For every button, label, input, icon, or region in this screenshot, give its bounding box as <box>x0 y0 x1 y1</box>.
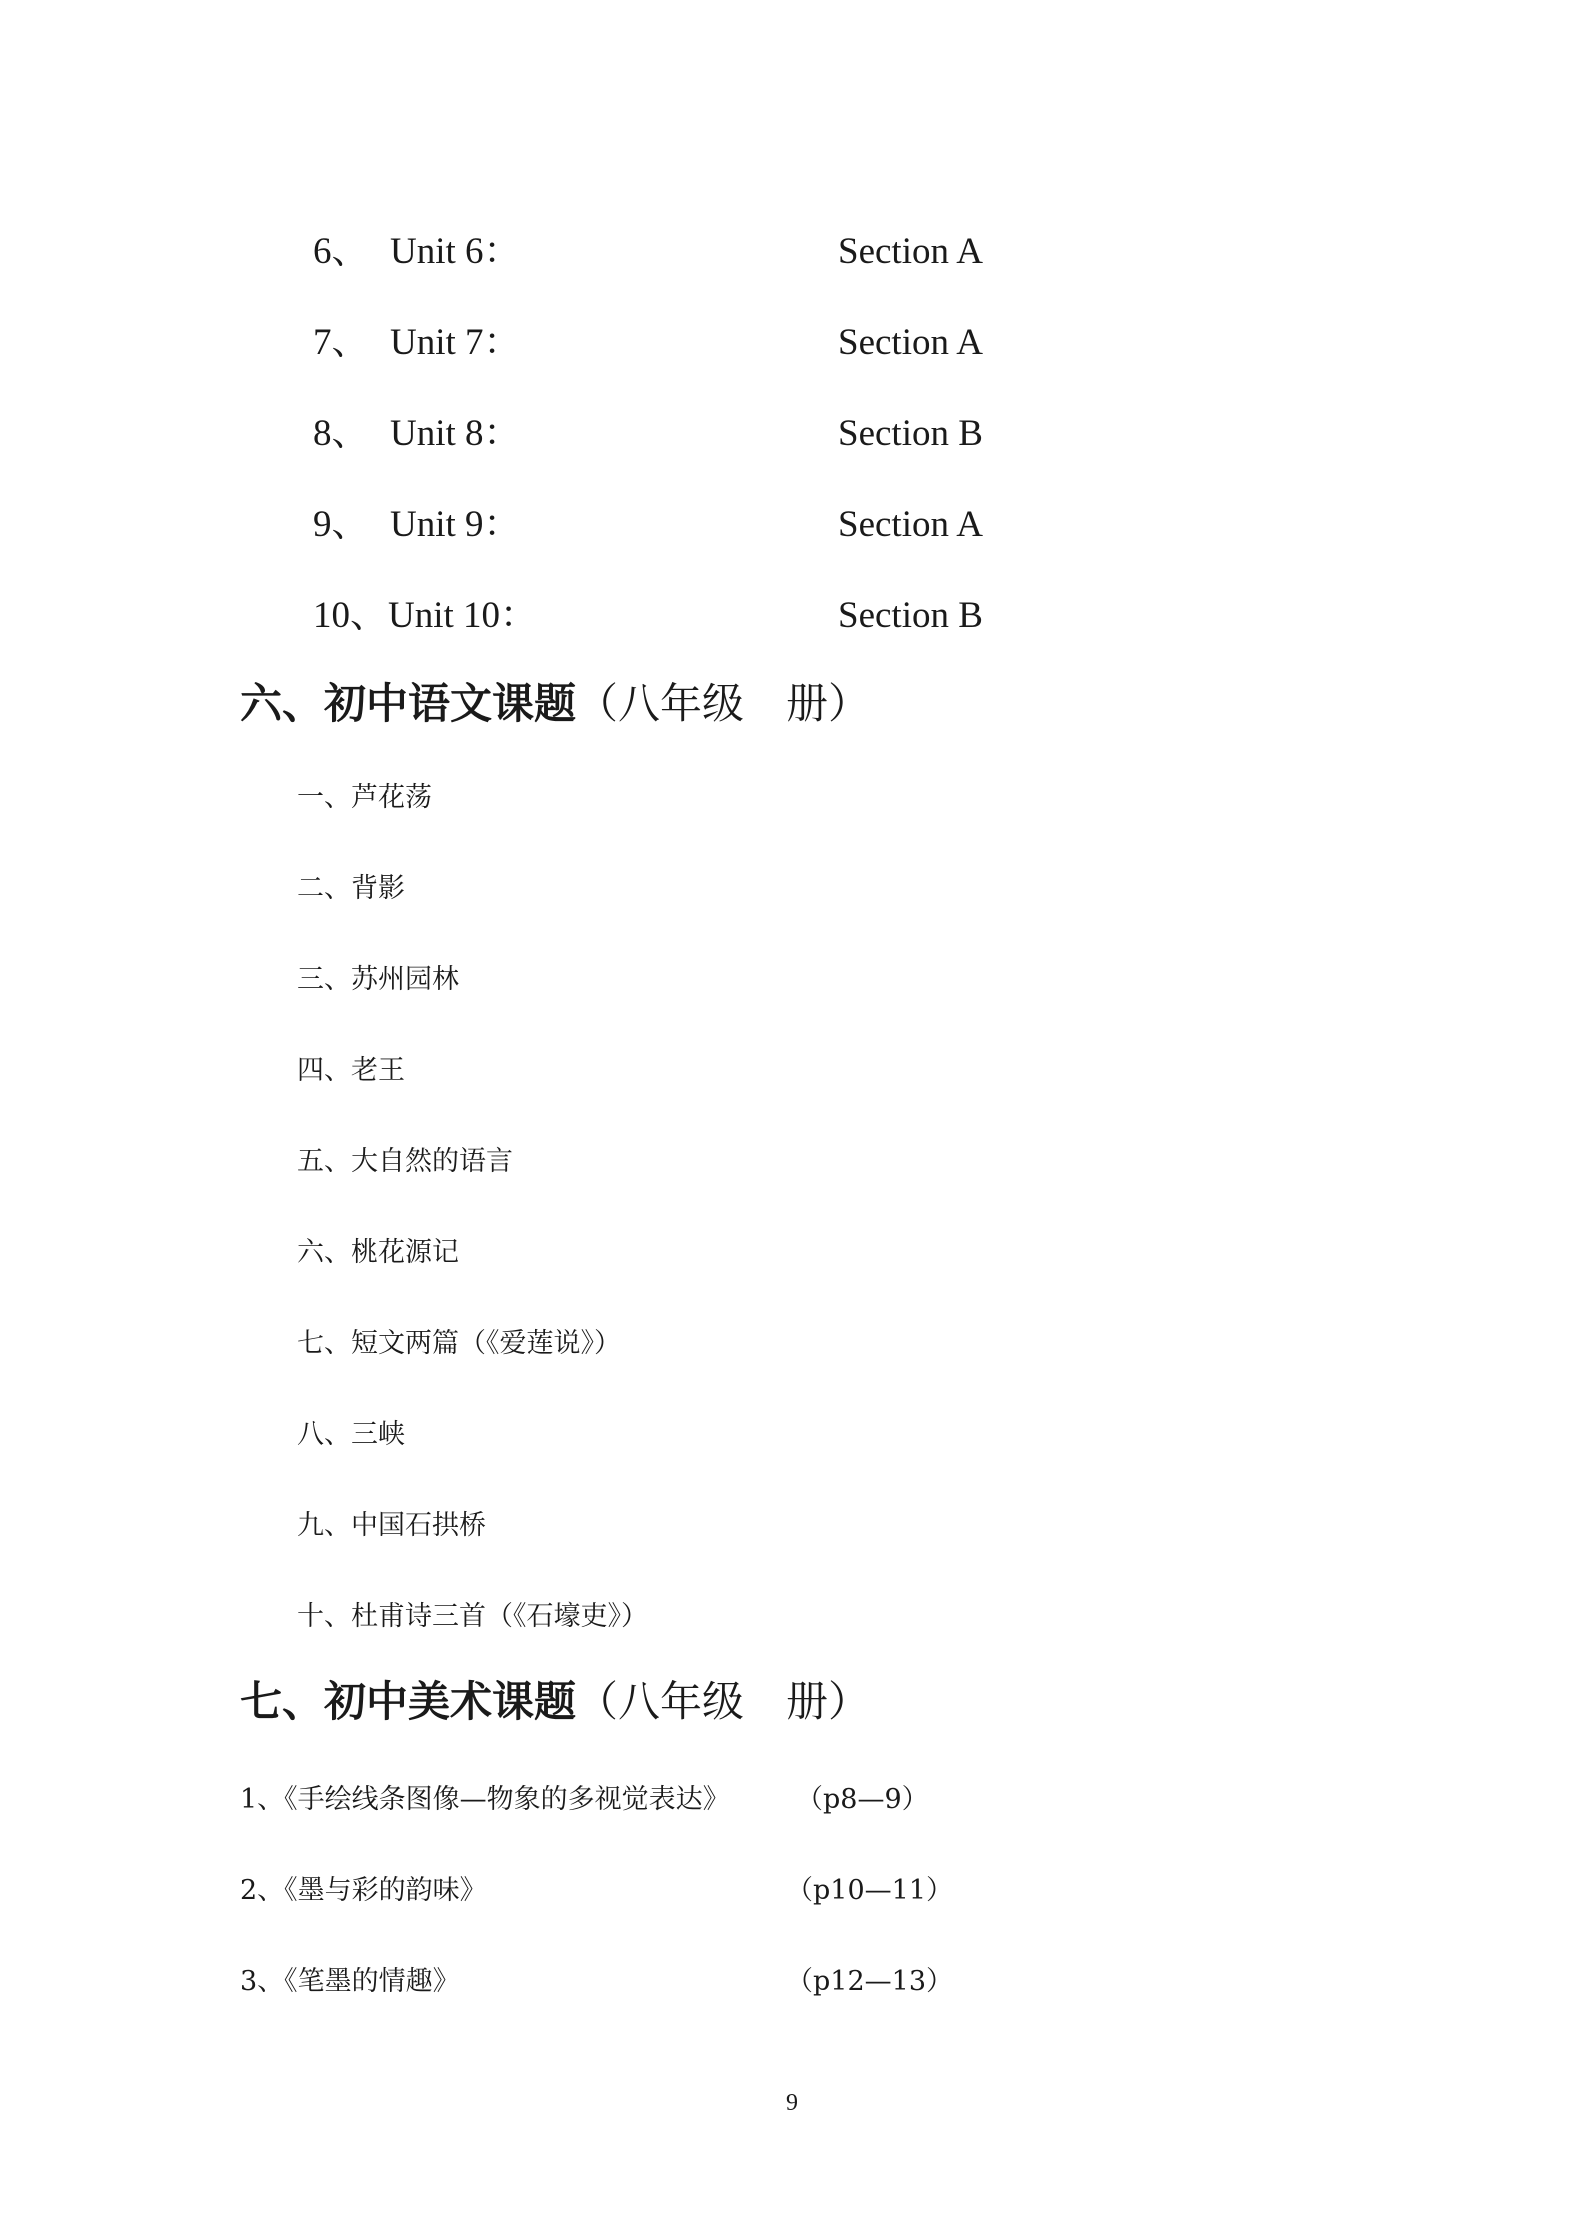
list-item: 八、三峡 <box>297 1419 405 1450</box>
heading-main: 六、初中语文课题 <box>240 679 577 728</box>
chinese-section-heading <box>240 680 870 728</box>
heading-grade: （八年级 <box>576 679 745 728</box>
list-item: 七、短文两篇（《爱莲说》） <box>297 1328 621 1359</box>
unit-number: 7、 <box>313 322 369 363</box>
unit-number: 10、 <box>313 595 387 636</box>
unit-section: Section A <box>838 504 983 545</box>
art-lesson-title: 3、《笔墨的情趣》 <box>240 1966 460 1997</box>
list-item: 五、大自然的语言 <box>297 1146 513 1177</box>
art-lesson-pages: （p10—11） <box>786 1875 953 1906</box>
heading-main: 七、初中美术课题 <box>240 1677 577 1726</box>
list-item: 三、苏州园林 <box>297 964 459 995</box>
unit-section: Section B <box>838 595 983 636</box>
unit-number: 8、 <box>313 413 369 454</box>
unit-number: 9、 <box>313 504 369 545</box>
unit-name: Unit 6： <box>390 231 521 272</box>
unit-name: Unit 7： <box>390 322 521 363</box>
unit-section: Section A <box>838 231 983 272</box>
unit-section: Section A <box>838 322 983 363</box>
unit-section: Section B <box>838 413 983 454</box>
list-item: 四、老王 <box>297 1055 405 1086</box>
art-lesson-pages: （p12—13） <box>786 1966 953 1997</box>
page-number: 9 <box>786 2090 798 2116</box>
list-item: 九、中国石拱桥 <box>297 1510 486 1541</box>
unit-name: Unit 10： <box>388 595 538 636</box>
unit-name: Unit 9： <box>390 504 521 545</box>
heading-volume: 册） <box>786 1677 871 1726</box>
unit-number: 6、 <box>313 231 369 272</box>
heading-grade: （八年级 <box>576 1677 745 1726</box>
art-section-heading <box>240 1678 870 1726</box>
list-item: 二、背影 <box>297 873 405 904</box>
list-item: 一、芦花荡 <box>297 782 432 813</box>
heading-volume: 册） <box>786 679 871 728</box>
art-lesson-title: 1、《手绘线条图像—物象的多视觉表达》 <box>240 1784 730 1815</box>
list-item: 十、杜甫诗三首（《石壕吏》） <box>297 1601 648 1632</box>
art-lesson-pages: （p8—9） <box>796 1784 929 1815</box>
art-lesson-title: 2、《墨与彩的韵味》 <box>240 1875 487 1906</box>
unit-name: Unit 8： <box>390 413 521 454</box>
list-item: 六、桃花源记 <box>297 1237 459 1268</box>
